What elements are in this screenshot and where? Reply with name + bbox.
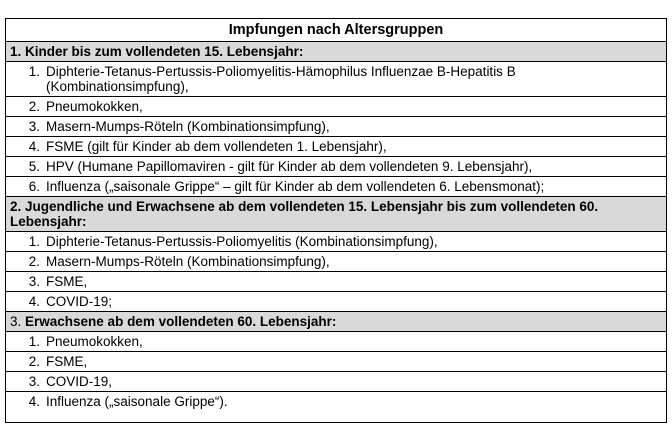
item-text: FSME, — [46, 354, 88, 369]
item-text: Masern-Mumps-Röteln (Kombinationsimpfung), — [46, 254, 330, 269]
item-number: 5. — [28, 159, 40, 174]
list-item — [6, 272, 666, 292]
section-heading — [6, 197, 666, 232]
item-text: Influenza („saisonale Grippe“ – gilt für Kinder ab dem vollendeten 6. Lebensmonat); — [46, 179, 545, 194]
section-heading — [6, 312, 666, 332]
list-item — [6, 372, 666, 392]
list-item — [6, 252, 666, 272]
item-number: 3. — [28, 374, 40, 389]
item-text-line: Diphterie-Tetanus-Pertussis-Poliomyelitis-Hämophilus Influenzae B-Hepatitis B — [46, 64, 516, 79]
list-item — [6, 97, 666, 117]
item-text — [46, 64, 660, 94]
list-item — [6, 232, 666, 252]
item-number: 1. — [28, 334, 40, 349]
item-number: 4. — [28, 294, 40, 309]
item-text: Pneumokokken, — [46, 99, 143, 114]
item-text: Pneumokokken, — [46, 334, 143, 349]
item-text: FSME, — [46, 274, 88, 289]
item-number: 2. — [28, 254, 40, 269]
list-item — [6, 157, 666, 177]
item-text-line: (Kombinationsimpfung), — [46, 79, 189, 94]
item-text: COVID-19, — [46, 374, 113, 389]
vaccination-table — [5, 18, 667, 423]
item-text: COVID-19; — [46, 294, 113, 309]
section-title: Erwachsene ab dem vollendeten 60. Lebensjahr: — [25, 314, 337, 329]
item-number: 1. — [28, 234, 40, 249]
list-item — [6, 62, 666, 97]
section-number: 3. — [10, 314, 26, 329]
item-number: 4. — [28, 394, 40, 409]
list-item — [6, 392, 666, 412]
section-title: 2. Jugendliche und Erwachsene ab dem vollendeten 15. Lebensjahr bis zum vollendeten 60. Lebensjahr: — [10, 199, 599, 229]
list-item — [6, 332, 666, 352]
section-title: 1. Kinder bis zum vollendeten 15. Lebensjahr: — [10, 44, 304, 59]
item-number: 1. — [28, 64, 40, 79]
section-heading — [6, 42, 666, 62]
item-number: 6. — [28, 179, 40, 194]
item-text: Masern-Mumps-Röteln (Kombinationsimpfung), — [46, 119, 330, 134]
item-number: 2. — [28, 354, 40, 369]
list-item — [6, 292, 666, 312]
item-text: Diphterie-Tetanus-Pertussis-Poliomyelitis (Kombinationsimpfung), — [46, 234, 438, 249]
list-item — [6, 137, 666, 157]
list-item — [6, 352, 666, 372]
item-number: 4. — [28, 139, 40, 154]
item-text: FSME (gilt für Kinder ab dem vollendeten 1. Lebensjahr), — [46, 139, 387, 154]
item-text: HPV (Humane Papillomaviren - gilt für Kinder ab dem vollendeten 9. Lebensjahr), — [46, 159, 533, 174]
list-item — [6, 177, 666, 197]
item-number: 2. — [28, 99, 40, 114]
list-item — [6, 117, 666, 137]
item-text: Influenza („saisonale Grippe“). — [46, 394, 228, 409]
item-number: 3. — [28, 274, 40, 289]
item-number: 3. — [28, 119, 40, 134]
table-title: Impfungen nach Altersgruppen — [6, 19, 666, 42]
